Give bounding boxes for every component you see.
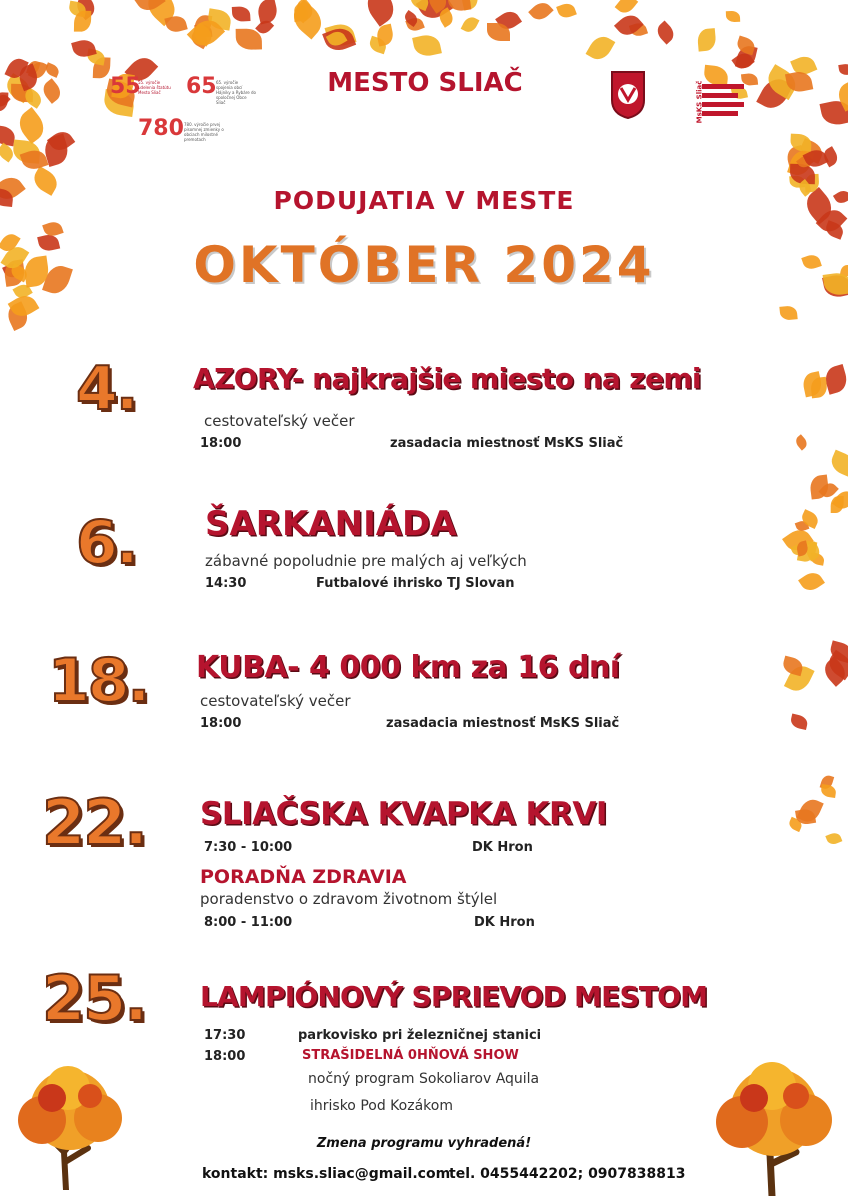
event-day-4: 4. <box>76 354 137 424</box>
event-subtitle: poradenstvo o zdravom životnom štýlel <box>200 890 498 908</box>
anniversary-780-text: 780. výročie prvej písomnej zmienky o obciach milostné premotach <box>184 122 224 142</box>
event-place: DK Hron <box>474 915 535 930</box>
event-subtitle-poradna: PORADŇA ZDRAVIA <box>200 866 407 888</box>
event-subtitle: zábavné popoludnie pre malých aj veľkých <box>205 552 527 570</box>
event-place: zasadacia miestnosť MsKS Sliač <box>386 716 620 731</box>
coat-of-arms-icon <box>610 70 646 124</box>
event-place: parkovisko pri železničnej stanici <box>298 1028 542 1043</box>
leaf-icon <box>30 167 62 197</box>
anniversary-55: 55 <box>110 74 141 99</box>
leaf-icon <box>164 14 187 34</box>
leaf-icon <box>614 11 644 41</box>
event-title-sarkaniada: ŠARKANIÁDA <box>205 504 457 544</box>
leaf-icon <box>793 434 809 451</box>
program-change-notice: Zmena programu vyhradená! <box>316 1136 532 1151</box>
leaf-icon <box>820 784 836 798</box>
leaf-icon <box>833 188 848 206</box>
leaf-icon <box>74 11 91 32</box>
leaf-icon <box>43 61 61 77</box>
event-day-25: 25. <box>42 962 146 1035</box>
event-time: 17:30 <box>204 1028 246 1043</box>
event-place: Futbalové ihrisko TJ Slovan <box>316 576 515 591</box>
event-time: 8:00 - 11:00 <box>204 915 293 930</box>
contact-phone: tel. 0455442202; 0907838813 <box>449 1166 686 1182</box>
heading-line1: PODUJATIA V MESTE <box>273 186 575 215</box>
leaf-icon <box>528 0 554 25</box>
event-time: 18:00 <box>200 436 242 451</box>
leaf-icon <box>231 7 250 22</box>
leaf-icon <box>790 713 809 730</box>
event-subtitle: cestovateľský večer <box>204 412 355 430</box>
city-name: MESTO SLIAČ <box>327 68 523 98</box>
leaf-icon <box>39 78 64 103</box>
contact-email: kontakt: msks.sliac@gmail.com <box>202 1166 451 1182</box>
leaf-icon <box>362 0 401 27</box>
event-time: 18:00 <box>204 1049 246 1064</box>
leaf-icon <box>447 0 471 12</box>
leaf-icon <box>838 63 848 76</box>
event-place: DK Hron <box>472 840 533 855</box>
leaf-icon <box>802 252 822 270</box>
event-time: 18:00 <box>200 716 242 731</box>
event-title-lampionovy-sprievod: LAMPIÓNOVÝ SPRIEVOD MESTOM <box>200 980 708 1013</box>
msks-logo <box>692 80 744 124</box>
leaf-icon <box>697 28 716 51</box>
event-show-title: STRAŠIDELNÁ 0HŇOVÁ SHOW <box>302 1048 519 1063</box>
leaf-icon <box>823 364 848 395</box>
heading-month: OKTÓBER 2024 <box>193 236 655 294</box>
leaf-icon <box>779 305 797 320</box>
leaf-icon <box>781 656 804 677</box>
leaf-icon <box>742 73 759 87</box>
event-day-6: 6. <box>76 508 137 578</box>
leaf-icon <box>614 0 638 16</box>
anniversary-65-text: 65. výročie spojenia obcí Hájniky a Rybáre do spoločnej Obce Sliač <box>216 80 256 105</box>
leaf-icon <box>798 569 825 595</box>
anniversary-55-text: 55. výročie udelenia štatútu Mesto Sliač <box>138 80 171 95</box>
event-place: zasadacia miestnosť MsKS Sliač <box>390 436 624 451</box>
event-title-kvapka-krvi: SLIAČSKA KVAPKA KRVI <box>200 796 607 832</box>
event-show-desc: nočný program Sokoliarov Aquila <box>308 1071 540 1087</box>
leaf-icon <box>460 15 479 35</box>
anniversary-logo <box>108 72 256 162</box>
event-time: 14:30 <box>205 576 247 591</box>
leaf-icon <box>725 11 739 23</box>
leaf-icon <box>653 21 677 45</box>
leaf-icon <box>14 107 50 144</box>
leaf-icon <box>822 272 848 298</box>
leaf-icon <box>556 2 577 21</box>
anniversary-780: 780 <box>138 116 184 141</box>
leaf-icon <box>375 23 395 46</box>
leaf-icon <box>826 831 843 846</box>
leaf-icon <box>810 377 828 398</box>
leaf-icon <box>412 33 442 59</box>
event-time: 7:30 - 10:00 <box>204 840 293 855</box>
event-day-18: 18. <box>48 646 149 716</box>
leaf-icon <box>586 32 616 64</box>
event-title-azory: AZORY- najkrajšie miesto na zemi <box>193 362 701 395</box>
leaf-icon <box>487 23 510 41</box>
event-show-place: ihrisko Pod Kozákom <box>310 1098 453 1114</box>
autumn-tree-right-icon <box>706 1060 842 1200</box>
event-subtitle: cestovateľský večer <box>200 692 351 710</box>
event-title-kuba: KUBA- 4 000 km za 16 dní <box>196 650 620 685</box>
msks-logo-text: MsKS Sliač <box>695 80 704 124</box>
leaf-icon <box>828 450 848 478</box>
autumn-tree-left-icon <box>8 1062 132 1194</box>
event-day-22: 22. <box>42 786 146 859</box>
anniversary-65: 65 <box>186 74 217 99</box>
leaf-icon <box>0 91 9 111</box>
